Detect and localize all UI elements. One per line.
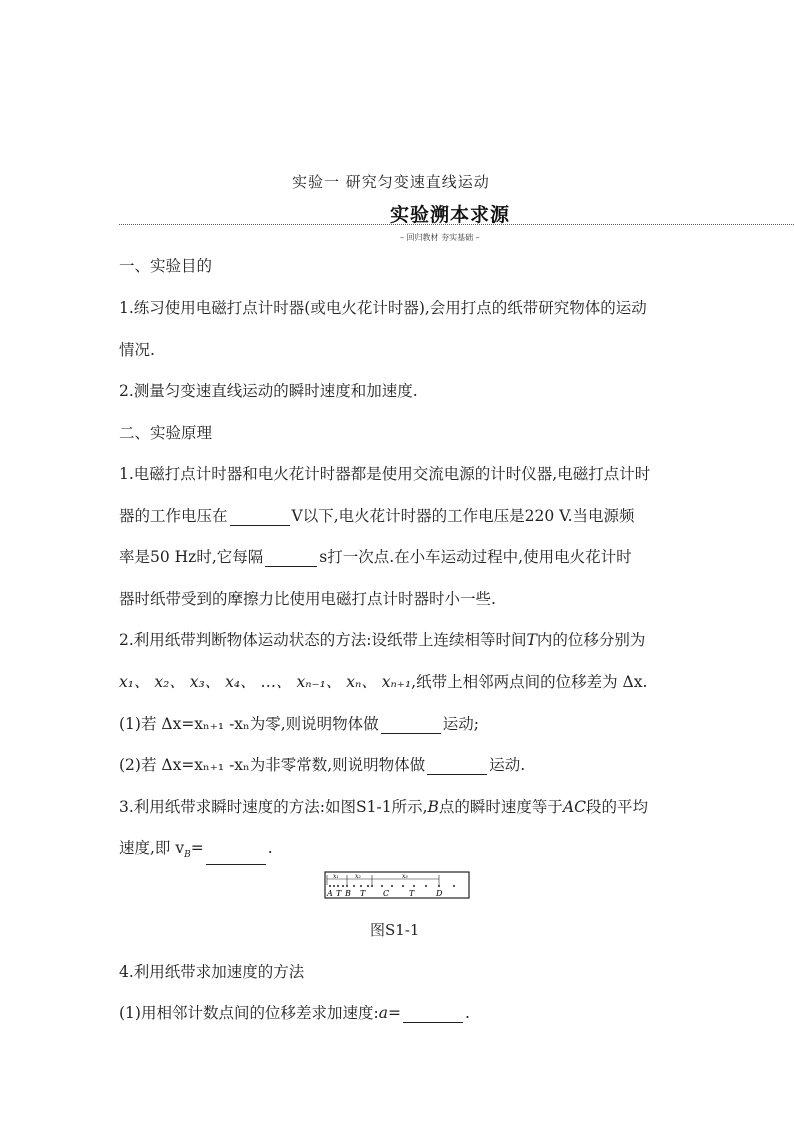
text: = xyxy=(190,839,204,857)
heading-purpose: 一、实验目的 xyxy=(119,257,213,275)
tape-dots xyxy=(329,885,455,887)
banner-subtitle: – 回归教材 夯实基础 – xyxy=(400,233,480,242)
principle-2d xyxy=(119,755,525,775)
purpose-item-2: 2.测量匀变速直线运动的瞬时速度和加速度. xyxy=(119,382,418,400)
symbol-B: B xyxy=(427,798,439,816)
principle-2c xyxy=(119,714,479,734)
text: . xyxy=(267,839,273,857)
text: 2.利用纸带判断物体运动状态的方法:设纸带上连续相等时间 xyxy=(119,631,527,649)
heading-principle: 二、实验原理 xyxy=(119,424,213,442)
principle-3a xyxy=(119,797,648,817)
purpose-item-1a: 1.练习使用电磁打点计时器(或电火花计时器),会用打点的纸带研究物体的运动 xyxy=(119,299,647,317)
segment-label: x₃ xyxy=(402,873,408,880)
point-label: T xyxy=(409,889,415,898)
text: 运动. xyxy=(489,756,526,774)
subscript: B xyxy=(184,850,191,861)
fill-blank xyxy=(206,848,266,865)
text: (2)若 Δx=xₙ₊₁ -xₙ为非零常数,则说明物体做 xyxy=(119,756,426,774)
principle-4-1 xyxy=(119,1003,470,1023)
text: (1)若 Δx=xₙ₊₁ -xₙ为零,则说明物体做 xyxy=(119,715,379,733)
text: ,纸带上相邻两点间的位移差为 Δx. xyxy=(411,673,648,691)
principle-1b xyxy=(119,506,635,526)
point-label: C xyxy=(383,889,390,898)
fill-blank xyxy=(381,717,441,734)
segment-label: x₂ xyxy=(355,873,361,880)
text: (1)用相邻计数点间的位移差求加速度: xyxy=(119,1004,379,1022)
text: 器的工作电压在 xyxy=(119,507,228,525)
text: 率是50 Hz时,它每隔 xyxy=(119,548,264,566)
section-banner: 实验溯本求源 xyxy=(390,204,511,226)
fill-blank xyxy=(403,1006,463,1023)
point-label: T xyxy=(360,889,366,898)
figure-caption: 图S1-1 xyxy=(370,921,420,939)
principle-1c xyxy=(119,547,632,567)
fill-blank xyxy=(427,758,487,775)
point-label: T xyxy=(336,889,342,898)
text: 速度,即 v xyxy=(119,839,185,857)
purpose-item-1b: 情况. xyxy=(119,341,155,359)
text: 3.利用纸带求瞬时速度的方法:如图S1-1所示, xyxy=(119,798,428,816)
text: 点的瞬时速度等于 xyxy=(438,798,563,816)
text: 运动; xyxy=(442,715,479,733)
principle-2a xyxy=(119,630,645,650)
text: s打一次点.在小车运动过程中,使用电火花计时 xyxy=(319,548,632,566)
point-label: A xyxy=(327,889,333,898)
text: . xyxy=(464,1004,470,1022)
symbol-AC: AC xyxy=(562,798,586,816)
segment-label: x₁ xyxy=(333,873,339,880)
point-label: B xyxy=(345,889,351,898)
symbol-T: T xyxy=(526,631,537,649)
principle-3b xyxy=(119,838,273,865)
principle-1a: 1.电磁打点计时器和电火花计时器都是使用交流电源的计时仪器,电磁打点计时 xyxy=(119,465,651,483)
dotted-divider xyxy=(119,224,794,225)
fill-blank xyxy=(230,509,290,526)
fill-blank xyxy=(265,550,317,567)
text: 段的平均 xyxy=(586,798,649,816)
tape-figure xyxy=(324,871,471,901)
principle-2b xyxy=(119,672,647,692)
displacement-sequence: x₁、 x₂、 x₃、 x₄、 …、 xₙ₋₁、 xₙ、 xₙ₊₁ xyxy=(119,673,412,691)
symbol-a: a xyxy=(378,1004,388,1022)
principle-1d: 器时纸带受到的摩擦力比使用电磁打点计时器时小一些. xyxy=(119,590,496,608)
point-label: D xyxy=(436,889,443,898)
text: = xyxy=(387,1004,401,1022)
principle-4: 4.利用纸带求加速度的方法 xyxy=(119,963,305,981)
text: 内的位移分别为 xyxy=(536,631,646,649)
text: V以下,电火花计时器的工作电压是220 V.当电源频 xyxy=(291,507,635,525)
experiment-title: 实验一 研究匀变速直线运动 xyxy=(292,173,490,191)
